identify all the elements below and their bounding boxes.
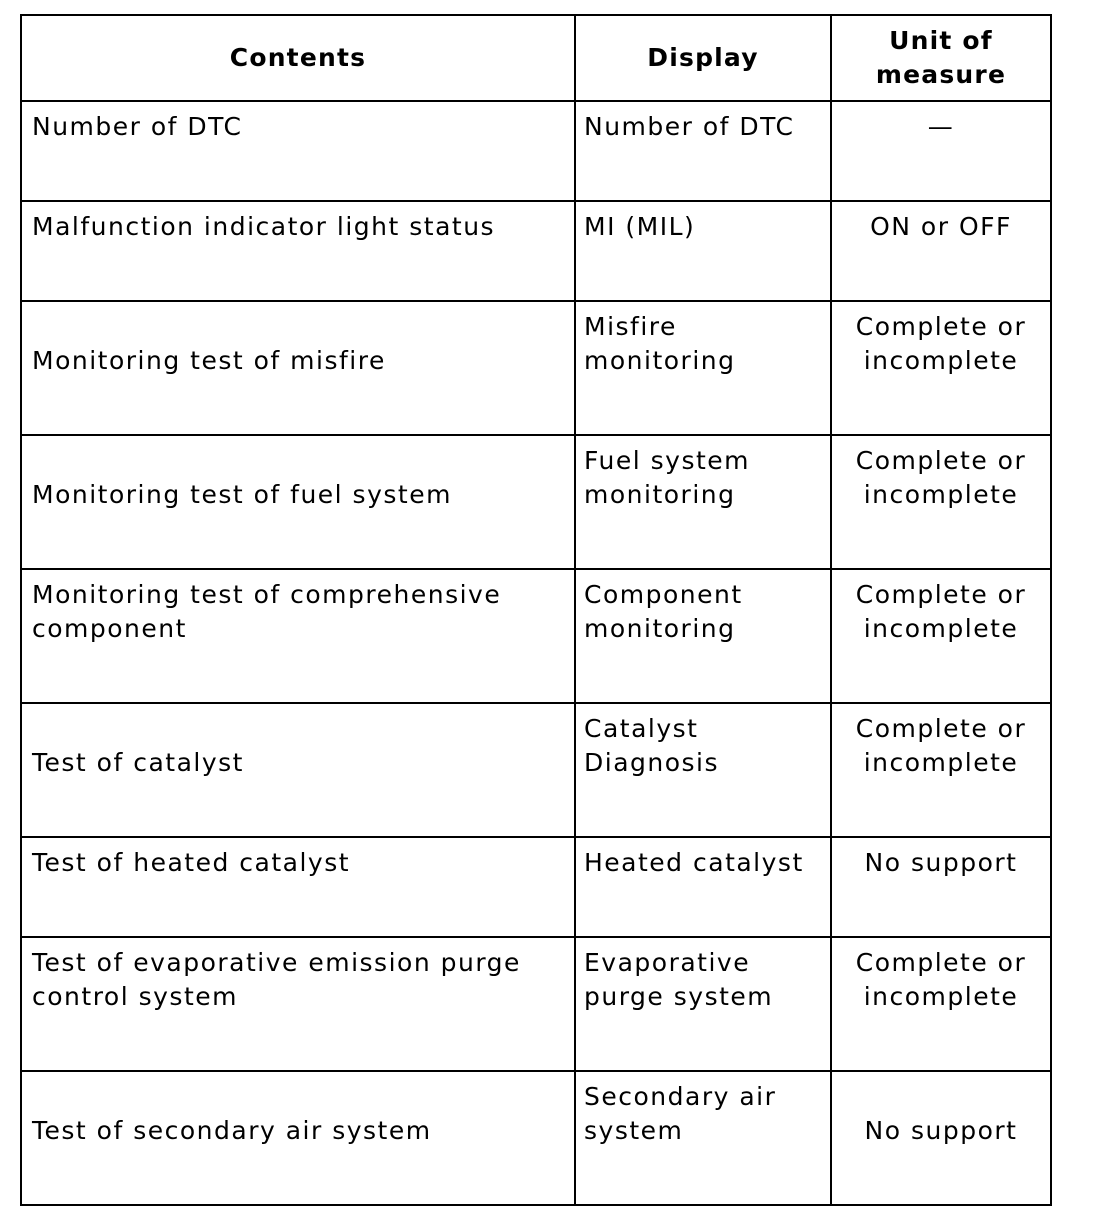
cell-unit: ON or OFF (831, 201, 1051, 301)
table-row (21, 937, 1051, 1071)
cell-unit: Complete or incomplete (831, 703, 1051, 837)
cell-contents: Test of secondary air system (21, 1071, 575, 1205)
table-row (21, 201, 1051, 301)
table-header-row (21, 15, 1051, 101)
cell-display: Evaporative purge system (575, 937, 831, 1071)
cell-unit: Complete or incomplete (831, 569, 1051, 703)
header-contents: Contents (21, 15, 575, 101)
table-row (21, 101, 1051, 201)
cell-contents: Malfunction indicator light status (21, 201, 575, 301)
header-unit-of-measure: Unit of measure (831, 15, 1051, 101)
cell-unit: No support (831, 837, 1051, 937)
header-display: Display (575, 15, 831, 101)
cell-contents: Test of heated catalyst (21, 837, 575, 937)
cell-unit: — (831, 101, 1051, 201)
cell-contents: Test of catalyst (21, 703, 575, 837)
cell-display: Misfire monitoring (575, 301, 831, 435)
cell-display: Catalyst Diagnosis (575, 703, 831, 837)
cell-unit: No support (831, 1071, 1051, 1205)
cell-display: Number of DTC (575, 101, 831, 201)
cell-unit: Complete or incomplete (831, 301, 1051, 435)
cell-display: Secondary air system (575, 1071, 831, 1205)
cell-contents: Test of evaporative emission purge control system (21, 937, 575, 1071)
monitor-status-table (20, 14, 1052, 1206)
cell-contents: Monitoring test of comprehensive component (21, 569, 575, 703)
table-row (21, 569, 1051, 703)
table-row (21, 1071, 1051, 1205)
cell-display: MI (MIL) (575, 201, 831, 301)
cell-display: Component monitoring (575, 569, 831, 703)
cell-contents: Number of DTC (21, 101, 575, 201)
cell-unit: Complete or incomplete (831, 937, 1051, 1071)
table-row (21, 435, 1051, 569)
cell-display: Fuel system monitoring (575, 435, 831, 569)
cell-contents: Monitoring test of fuel system (21, 435, 575, 569)
table-row (21, 837, 1051, 937)
cell-unit: Complete or incomplete (831, 435, 1051, 569)
table-row (21, 703, 1051, 837)
cell-contents: Monitoring test of misfire (21, 301, 575, 435)
cell-display: Heated catalyst (575, 837, 831, 937)
table-row (21, 301, 1051, 435)
